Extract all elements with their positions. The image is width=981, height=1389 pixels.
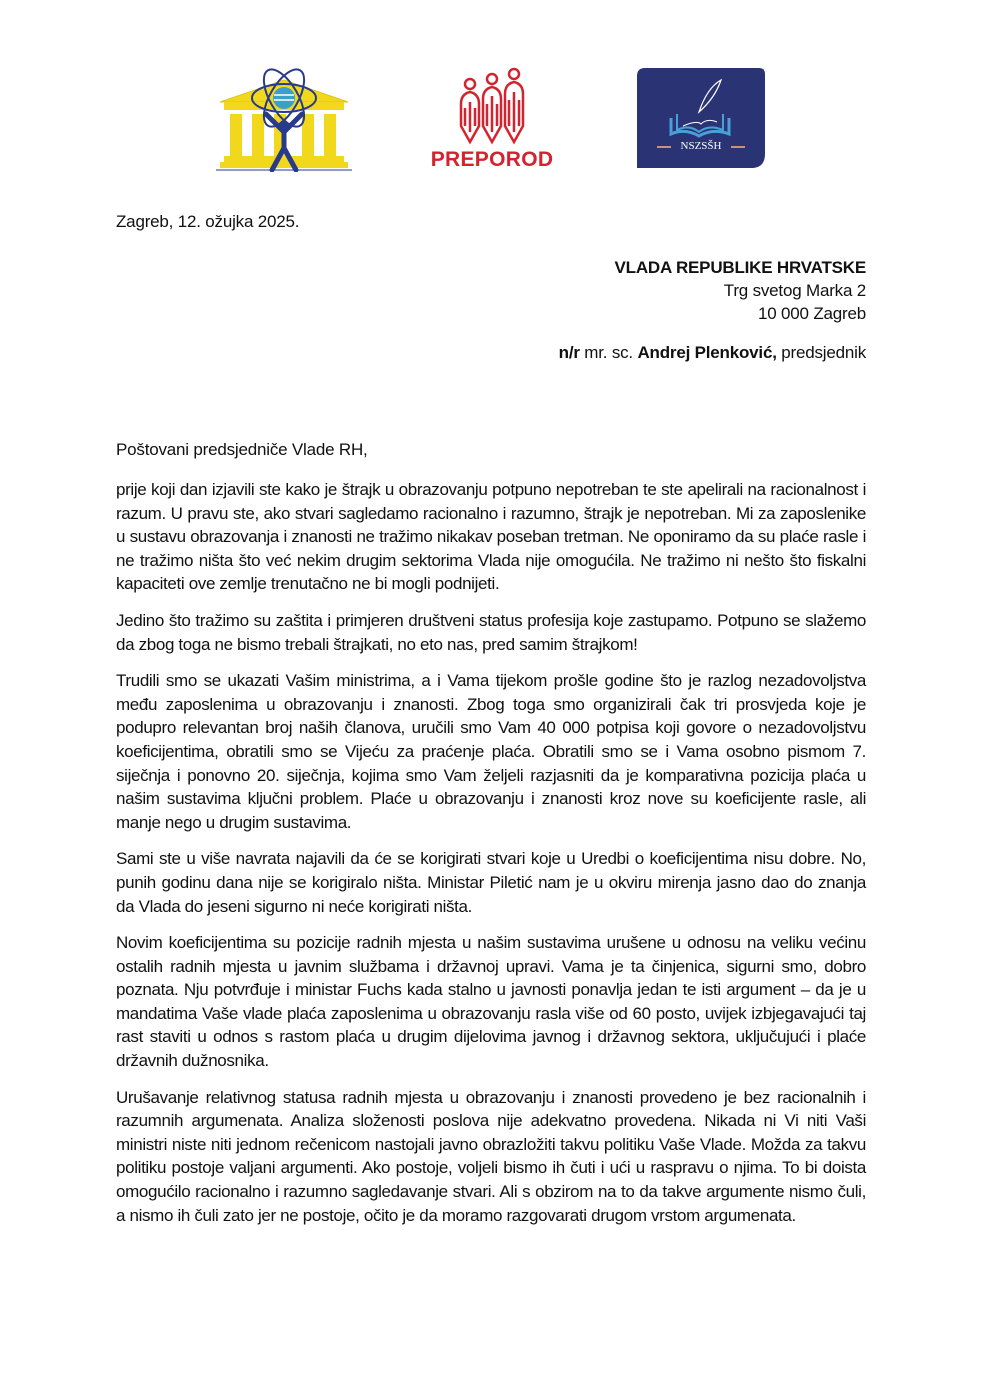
recipient-city: 10 000 Zagreb bbox=[758, 304, 866, 323]
paragraph: Trudili smo se ukazati Vašim ministrima, a i Vama tijekom prošle godine što je razlog nezadovoljstva među zaposlenima u obrazovanju i znanosti. Zbog toga smo organizirali čak tri prosvjeda koje je podupro relevantan broj naših članova, uručili smo Vam 40 000 potpisa koji govore o nezadovoljstvu koeficijentima, obratili smo se Vijeću za praćenje plaća. Obratili smo se i Vama osobno pismom 7. siječnja i ponovno 20. siječnja, kojima smo Vam željeli razjasniti da je komparativna pozicija plaća u našim sustavima ključni problem. Plaće u obrazovanju i znanosti kroz nove su koeficijente rasle, ali manje nego u drugim sustavima. bbox=[116, 671, 866, 832]
preporod-wordmark: PREPOROD bbox=[430, 148, 554, 171]
letterhead-logos bbox=[0, 62, 981, 174]
paragraph: Novim koeficijentima su pozicije radnih mjesta u našim sustavima urušene u odnosu na veliku većinu ostalih radnih mjesta u javnim službama i državnoj upravi. Vama je ta činjenica, sigurni smo, dobro poznata. Nju potvrđuje i ministar Fuchs kada stalno u javnosti ponavlja jedan te isti argument – da je u mandatima Vaše vlade plaća zaposlenima u obrazovanju rasla više od 60 posto, uvijek izbjegavajući taj rast staviti u odnos s rastom plaća u drugim dijelovima javnog i državnog sektora, uključujući i plaće državnih dužnosnika. bbox=[116, 933, 866, 1071]
book-quill-icon bbox=[637, 68, 765, 168]
paragraph: Jedino što tražimo su zaštita i primjeren društveni status profesija koje zastupamo. Potpuno se slažemo da zbog toga ne bismo trebali štrajkati, no eto nas, pred samim štrajkom! bbox=[116, 610, 866, 654]
paragraph: Urušavanje relativnog statusa radnih mjesta u obrazovanju i znanosti provedeno je bez racionalnih i razumnih argumenata. Analiza složenosti poslova nije adekvatno provedena. Nikada ni Vi niti Vaši ministri niste niti jednom rečenicom nastojali javno obrazložiti takvu politiku Vaše Vlade. Možda za takvu politiku postoje valjani argumenti. Ako postoje, voljeli bismo ih čuti i ući u raspravu o njima. To bi doista omogućilo racionalno i razumno sagledavanje stvari. Ali s obzirom na to da takve argumente nismo čuli, a nismo ih čuli zato jer ne postoje, očito je da moramo razgovarati drugom vrstom argumenata. bbox=[116, 1087, 866, 1225]
paragraph: Sami ste u više navrata najavili da će se korigirati stvari koje u Uredbi o koeficijentima nisu dobre. No, punih godinu dana nije se korigiralo ništa. Ministar Piletić nam je u okviru mirenja jasno dao do znanja da Vlada do jeseni sigurno ni neće korigirati ništa. bbox=[116, 849, 866, 916]
attention-name: Andrej Plenković, bbox=[637, 343, 777, 362]
nszssh-wordmark: NSZSŠH bbox=[680, 140, 722, 152]
attention-line bbox=[559, 343, 866, 363]
preporod-logo bbox=[430, 66, 554, 172]
union-logo-temple-atom bbox=[214, 66, 354, 172]
attention-role: predsjednik bbox=[776, 343, 866, 362]
temple-atom-icon bbox=[214, 66, 354, 172]
paragraph: prije koji dan izjavili ste kako je štrajk u obrazovanju potpuno nepotreban te ste apelirali na racionalnost i razum. U pravu ste, ako stvari sagledamo racionalno i razumno, štrajk je nepotreban. Mi za zaposlenike u sustavu obrazovanja i znanosti ne tražimo nikakav poseban tretman. Ne oponiramo da su plaće rasle i ne tražimo ništa što već nekim drugim sektorima Vlada nije omogućila. Ne tražimo ni nešto što fiskalni kapaciteti ove zemlje trenutačno ne bi mogli podnijeti. bbox=[116, 480, 866, 594]
letter-body bbox=[116, 478, 866, 1240]
attention-title: mr. sc. bbox=[579, 343, 638, 362]
recipient-org: VLADA REPUBLIKE HRVATSKE bbox=[614, 258, 866, 277]
recipient-street: Trg svetog Marka 2 bbox=[723, 281, 866, 300]
attention-prefix: n/r bbox=[558, 343, 580, 362]
salutation: Poštovani predsjedniče Vlade RH, bbox=[116, 440, 368, 459]
recipient-address bbox=[615, 256, 866, 325]
nszssh-logo bbox=[637, 68, 765, 168]
letter-date: Zagreb, 12. ožujka 2025. bbox=[116, 212, 300, 231]
